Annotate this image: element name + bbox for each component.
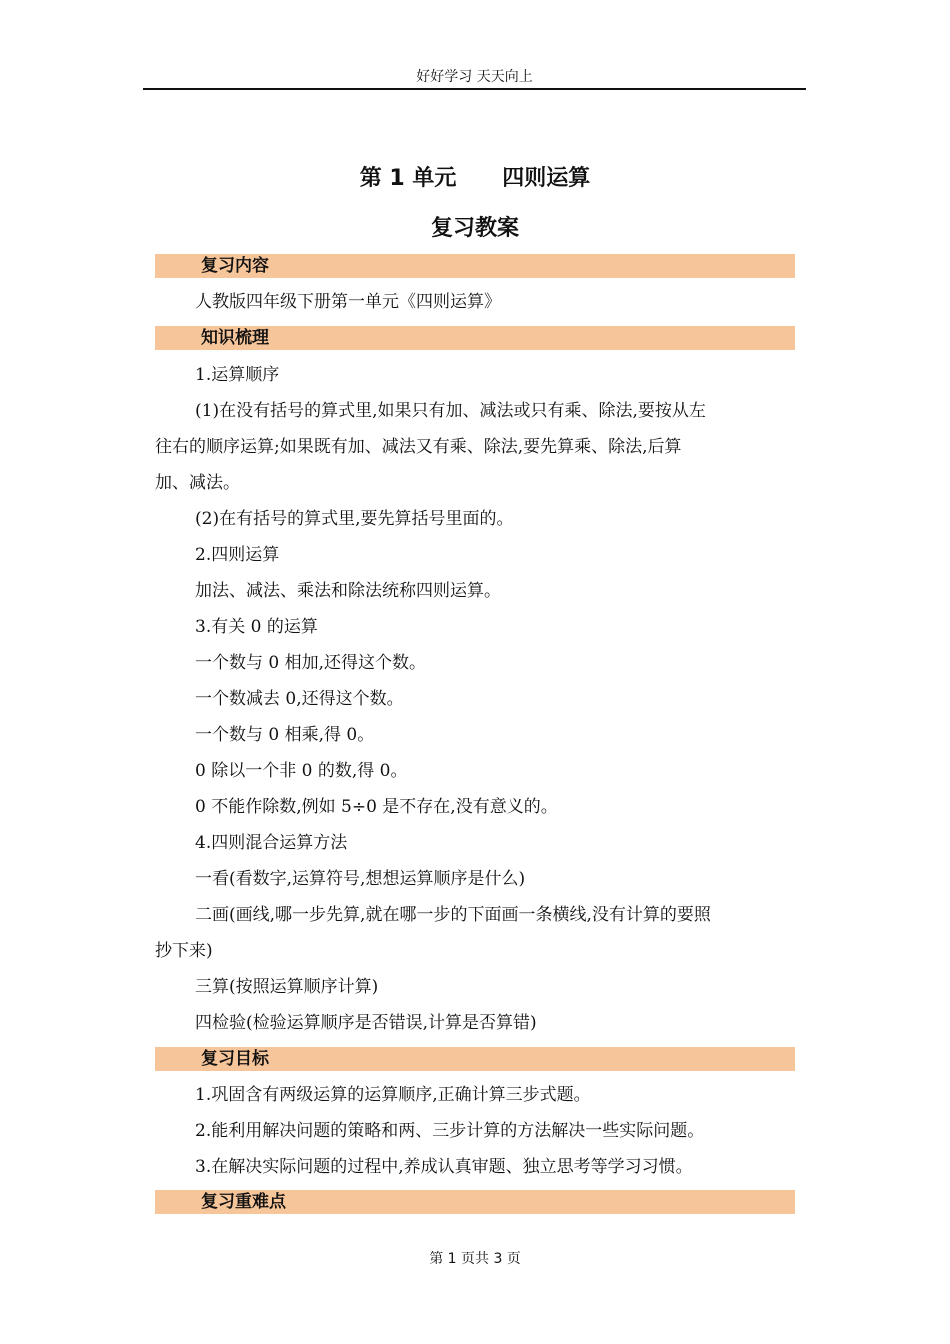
knowledge-line: 0 不能作除数,例如 5÷0 是不存在,没有意义的。 — [195, 797, 558, 817]
section-heading-label: 复习内容 — [201, 256, 269, 276]
knowledge-line: 4.四则混合运算方法 — [195, 833, 348, 853]
section-heading-key-points — [155, 1190, 795, 1214]
document-title: 复习教案 — [430, 216, 519, 241]
knowledge-line: 四检验(检验运算顺序是否错误,计算是否算错) — [195, 1013, 537, 1033]
knowledge-line: 加法、减法、乘法和除法统称四则运算。 — [195, 581, 501, 601]
knowledge-line: 抄下来) — [155, 941, 213, 961]
knowledge-line: 3.有关 0 的运算 — [195, 617, 318, 637]
knowledge-line: 加、减法。 — [155, 473, 240, 493]
knowledge-line: 一看(看数字,运算符号,想想运算顺序是什么) — [195, 869, 526, 889]
section-heading-label: 复习重难点 — [201, 1192, 286, 1212]
knowledge-line: (1)在没有括号的算式里,如果只有加、减法或只有乘、除法,要按从左 — [195, 401, 706, 421]
unit-title: 第 1 单元 四则运算 — [359, 166, 591, 191]
knowledge-line: 一个数减去 0,还得这个数。 — [195, 689, 404, 709]
knowledge-line: 1.运算顺序 — [195, 365, 280, 385]
goal-line: 3.在解决实际问题的过程中,养成认真审题、独立思考等学习习惯。 — [195, 1157, 693, 1177]
section-heading-content — [155, 254, 795, 278]
knowledge-line: (2)在有括号的算式里,要先算括号里面的。 — [195, 509, 514, 529]
goal-line: 2.能利用解决问题的策略和两、三步计算的方法解决一些实际问题。 — [195, 1121, 705, 1141]
section-heading-knowledge — [155, 326, 795, 350]
knowledge-line: 2.四则运算 — [195, 545, 280, 565]
header-divider — [143, 88, 806, 90]
knowledge-line: 往右的顺序运算;如果既有加、减法又有乘、除法,要先算乘、除法,后算 — [155, 437, 682, 457]
content-text: 人教版四年级下册第一单元《四则运算》 — [195, 292, 501, 312]
knowledge-line: 一个数与 0 相乘,得 0。 — [195, 725, 375, 745]
page-footer: 第 1 页共 3 页 — [429, 1251, 521, 1267]
goal-line: 1.巩固含有两级运算的运算顺序,正确计算三步式题。 — [195, 1085, 591, 1105]
section-heading-goals — [155, 1047, 795, 1071]
page-header: 好好学习 天天向上 — [416, 69, 533, 85]
knowledge-line: 二画(画线,哪一步先算,就在哪一步的下面画一条横线,没有计算的要照 — [195, 905, 711, 925]
knowledge-line: 三算(按照运算顺序计算) — [195, 977, 379, 997]
knowledge-line: 一个数与 0 相加,还得这个数。 — [195, 653, 427, 673]
section-heading-label: 复习目标 — [201, 1049, 269, 1069]
section-heading-label: 知识梳理 — [201, 328, 269, 348]
knowledge-line: 0 除以一个非 0 的数,得 0。 — [195, 761, 408, 781]
